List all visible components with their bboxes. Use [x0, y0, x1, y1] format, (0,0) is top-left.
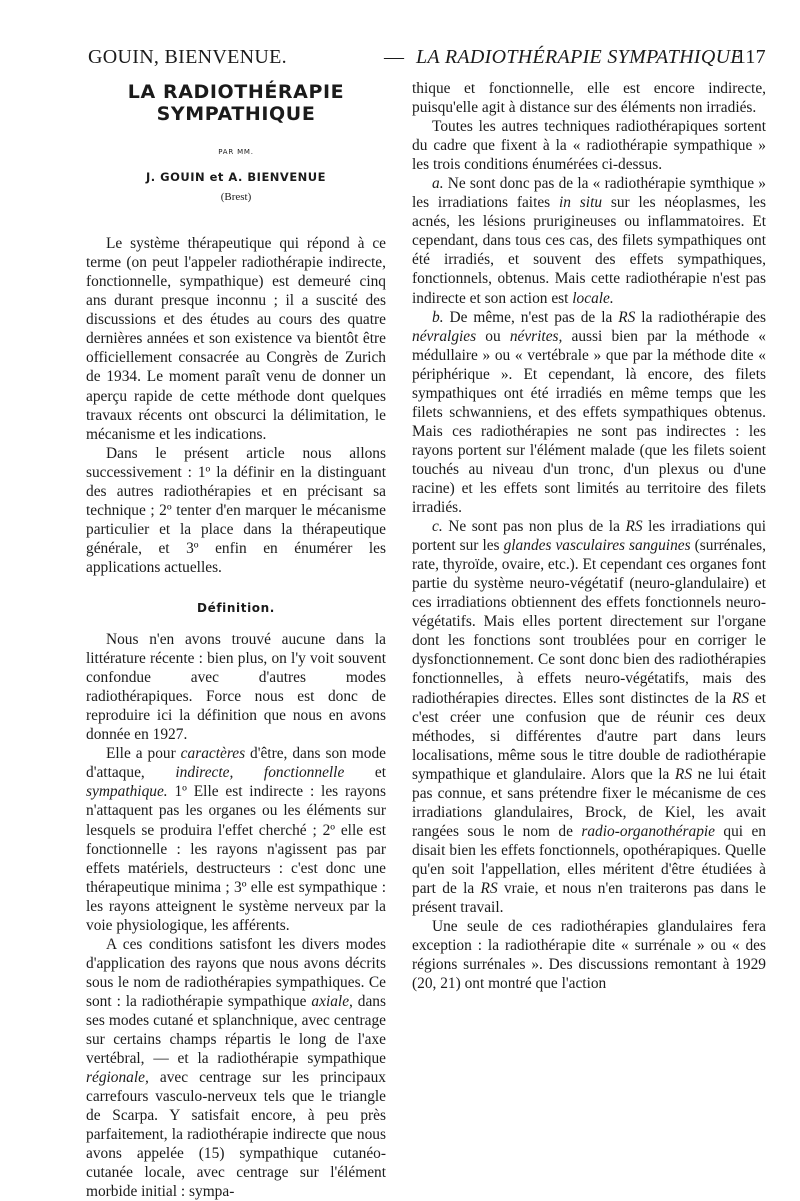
page-number: 117 — [735, 46, 766, 68]
left-column — [86, 79, 386, 1201]
paragraph: c. Ne sont pas non plus de la RS les irradiations qui portent sur les glandes vasculaires sanguines (surrénales, rate, thyroïde, ovaire, etc.). Et cependant ces organes font partie du système neuro-végétatif (neuro-glandulaire) et ces irradiations obtiennent des effets fonctionnels neuro-végétatifs. Mais elles portent directement sur l'organe dont les fonctions sont troublées pour en corriger le dysfonctionnement. Ce sont donc bien des radiothérapies fonctionnelles, à effets neuro-végétatifs, mais des radiothérapies directes. Elles sont distinctes de la RS et c'est créer une confusion que de réunir ces deux méthodes, si différentes d'autre part dans leurs localisations, même sous le titre double de radiothérapie sympathique et glandulaire. Alors que la RS ne lui était pas connue, et sans prétendre fixer le mécanisme de ces irradiations glandulaires, Brock, de Kiel, les avait rangées sous le nom de radio-organothérapie qui en disait bien les effets fonctionnels, opothérapiques. Quelle qu'en soit l'appellation, elles méritent d'être étudiées à part de la RS vraie, et nous n'en traiterons pas dans le présent travail. — [412, 518, 766, 917]
running-head-dash: — — [384, 46, 405, 68]
paragraph: b. De même, n'est pas de la RS la radiothérapie des névralgies ou névrites, aussi bien par la méthode « médullaire » ou « vertébrale » que par la méthode dite « périphérique ». Et cependant, là encore, des filets sympathiques ont été irradiés en même temps que les filets schwanniens, et des effets sympathiques obtenus. Mais ces radiothérapies ne sont pas indirectes : les rayons portent sur l'élément malade (que les filets soient touchés au niveau d'un tronc, d'un plexus ou d'une racine) et les effets sont limités au territoire des filets irradiés. — [412, 308, 766, 517]
paragraph: thique et fonctionnelle, elle est encore indirecte, puisqu'elle agit à distance sur des éléments non irradiés. — [412, 80, 766, 117]
paragraph: A ces conditions satisfont les divers modes d'application des rayons que nous avons décrits sous le nom de radiothérapies sympathiques. Ce sont : la radiothérapie sympathique axiale, dans ses modes cutané et splanchnique, avec centrage sur certains champs répartis le long de l'axe vertébral, — et la radiothérapie sympathique régionale, avec centrage sur les principaux carrefours vasculo-nerveux tels que le triangle de Scarpa. Y satisfait encore, à peu près parfaitement, la radiothérapie indirecte que nous avons appelée (15) sympathique cutanéo-cutanée locale, avec centrage sur l'élément morbide initial : sympa- — [86, 935, 386, 1201]
article-place: (Brest) — [220, 191, 252, 204]
paragraph: Nous n'en avons trouvé aucune dans la littérature récente : bien plus, on l'y voit souvent confondue avec d'autres modes radiothérapiques. Force nous est donc de reproduire ici la définition que nous en avons donnée en 1927. — [86, 631, 386, 744]
section-heading-definition: Définition. — [197, 600, 275, 615]
right-column — [412, 79, 766, 993]
article-par-label: PAR MM. — [218, 148, 254, 156]
running-head-title: LA RADIOTHÉRAPIE SYMPATHIQUE — [416, 46, 743, 68]
paragraph: Une seule de ces radiothérapies glandulaires fera exception : la radiothérapie dite « surrénale » ou « des régions surrénales ». Des discussions remontant à 1929 (20, 21) ont montré que l'action — [412, 918, 766, 993]
paragraph: Toutes les autres techniques radiothérapiques sortent du cadre que fixent à la « radiothérapie sympathique » les trois conditions énumérées ci-dessus. — [412, 118, 766, 174]
article-title-line-1: LA RADIOTHÉRAPIE — [127, 81, 345, 103]
article-title-line-2: SYMPATHIQUE — [156, 103, 316, 125]
paragraph: a. Ne sont donc pas de la « radiothérapie symthique » les irradiations faites in situ sur les néoplasmes, les acnés, les lésions prurigineuses ou inflammatoires. Et cependant, dans tous ces cas, des filets sympathiques ont été irradiés, et souvent des effets sympathiques, fonctionnels, obtenus. Mais cette radiothérapie n'est pas indirecte et son action est locale. — [412, 175, 767, 307]
paragraph: Elle a pour caractères d'être, dans son mode d'attaque, indirecte, fonctionnelle et sympathique. 1º Elle est indirecte : les rayons n'attaquent pas les organes ou les éléments sur lesquels se produira l'effet cherché ; 2º elle est fonctionnelle : les rayons n'agissent pas par effets matériels, destructeurs : c'est donc une thérapeutique minima ; 3º elle est sympathique : les rayons atteignent le système nerveux par la voie physiologique, les afférents. — [86, 745, 387, 934]
article-title — [86, 81, 386, 125]
running-head — [88, 46, 766, 72]
running-head-authors: GOUIN, BIENVENUE. — [88, 46, 287, 68]
paragraph: Le système thérapeutique qui répond à ce terme (on peut l'appeler radiothérapie indirecte, fonctionnelle, sympathique) est demeuré cinq ans durant presque inconnu ; il a suscité des discussions et des études au cours des quatre dernières années et son existence va bientôt être officiellement consacrée au Congrès de Zurich de 1934. Le moment paraît venu de donner un aperçu rapide de cette méthode dont quelques travaux récents ont obscurci la délimitation, le mécanisme et les indications. — [86, 235, 386, 443]
paragraph: Dans le présent article nous allons successivement : 1º la définir en la distinguant des autres radiothérapies et en précisant sa technique ; 2º tenter d'en marquer le mécanisme particulier et la place dans la thérapeutique générale, et 3º enfin en énumérer les applications actuelles. — [86, 444, 386, 576]
article-authors: J. GOUIN et A. BIENVENUE — [146, 170, 326, 185]
